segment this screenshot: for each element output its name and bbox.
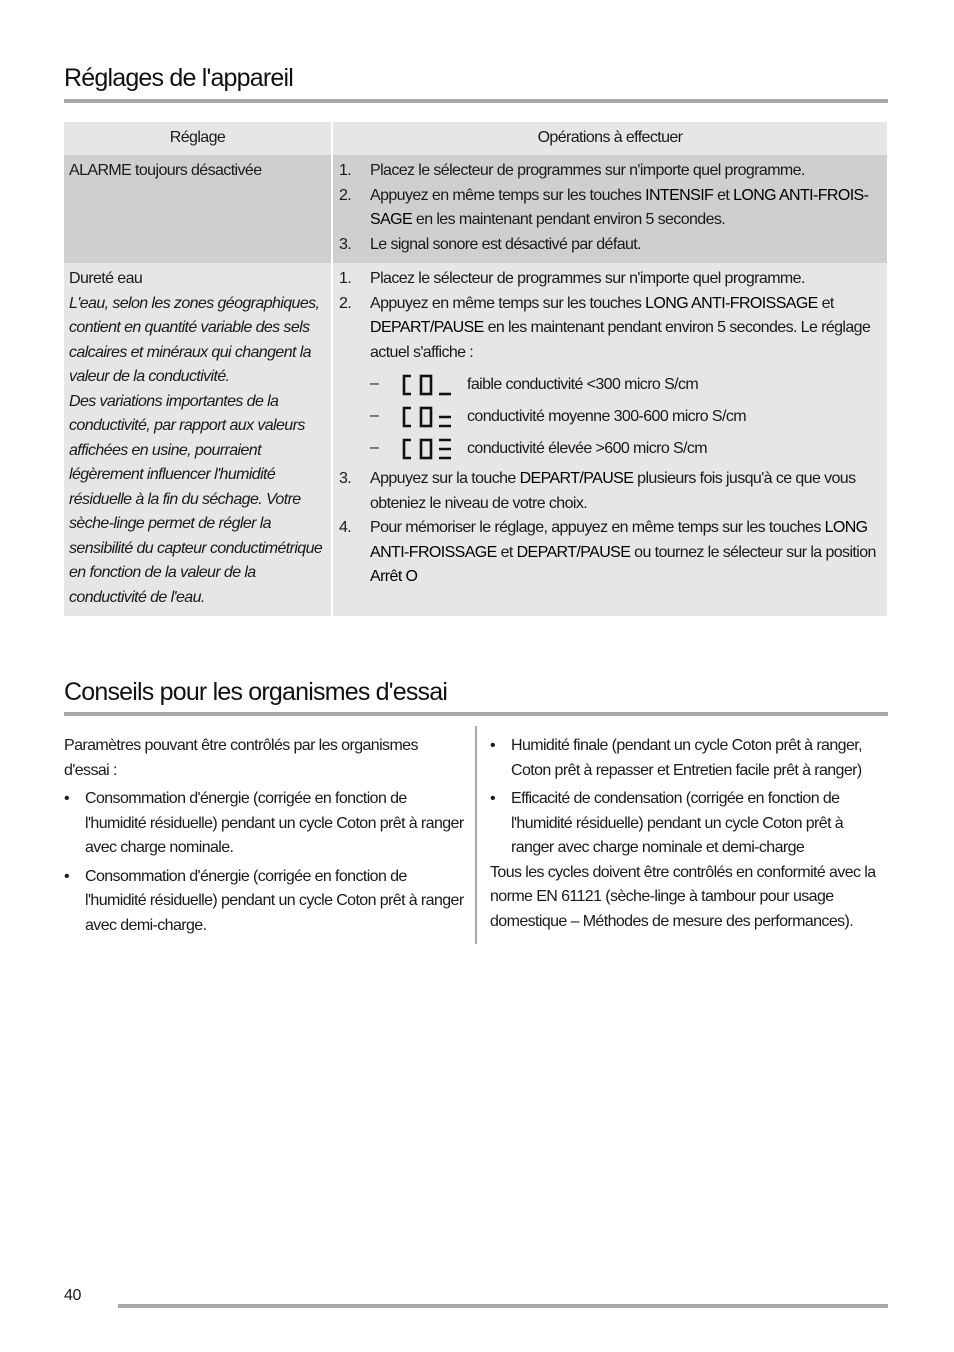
setting-description: L'eau, selon les zones géographiques, contient en quantité variable des sels calcaires et minéraux qui changent la valeur de la conductivité. — [69, 294, 320, 385]
list-item: 1. Placez le sélecteur de programmes sur n'importe quel programme. — [339, 270, 805, 287]
button-name: DEPART/PAUSE — [519, 470, 634, 487]
list-item: 4. Pour mémoriser le réglage, appuyez en même temps sur les touches LONG ANTI-FROISSAGE et DEPART/PAUSE ou tournez le sélecteur sur la position Arrêt O — [339, 519, 876, 585]
list-item: – faible conductivité <300 micro S/cm — [370, 369, 877, 401]
list-item: • Efficacité de condensation (corrigée en fonction de l'humidité résiduelle) pendant un cycle Coton prêt à ranger avec charge nominale et demi-charge — [490, 787, 888, 861]
intro-text: Paramètres pouvant être contrôlés par les organismes d'essai : — [64, 737, 418, 779]
operations-cell — [332, 263, 887, 616]
page-number: 40 — [64, 1287, 81, 1304]
lcd-co-medium-icon — [401, 405, 457, 429]
bullet-list — [490, 734, 888, 861]
list-item: 2. Appuyez en même temps sur les touches LONG ANTI-FROISSAGE et DEPART/PAUSE en les maintenant pendant environ 5 secondes. Le réglage actuel s'affiche : – faible conductivité <300 micro S/cm – conductivité moyenne 300-600 micro S/cm – conductivité élevée >600 micro S/cm — [339, 292, 877, 466]
table-row — [64, 263, 887, 616]
lcd-co-low-icon — [401, 373, 457, 397]
footer-rule — [118, 1304, 888, 1308]
left-column — [64, 734, 464, 942]
button-name: LONG ANTI-FROIS-SAGE — [370, 186, 869, 228]
table-row — [64, 155, 887, 263]
button-name: LONG ANTI-FROISSAGE — [645, 294, 818, 312]
setting-description: Des variations importantes de la conductivité, par rapport aux valeurs affichées en usine, pourraient légèrement influencer l'humidité résiduelle à la fin du séchage. Votre sèche-linge permet de régler la sensibilité du capteur conductimétrique en fonction de la valeur de la conductivité de l'eau. — [69, 392, 323, 606]
header-operations: Opérations à effectuer — [332, 122, 887, 155]
list-item: 2. Appuyez en même temps sur les touches INTENSIF et LONG ANTI-FROIS-SAGE en les maintenant pendant environ 5 secondes. — [339, 186, 869, 228]
section-title-testing: Conseils pour les organismes d'essai — [64, 678, 448, 706]
bullet-list — [64, 787, 464, 938]
conductivity-levels — [370, 369, 877, 465]
steps-list — [339, 267, 877, 590]
operations-cell — [332, 155, 887, 263]
list-item: 1. Placez le sélecteur de programmes sur n'importe quel programme. — [339, 162, 805, 179]
closing-text: Tous les cycles doivent être contrôlés en conformité avec la norme EN 61121 (sèche-linge à tambour pour usage domestique – Méthodes de mesure des performances). — [490, 863, 876, 930]
section-title-settings: Réglages de l'appareil — [64, 64, 294, 92]
right-column — [490, 734, 888, 934]
list-item: 3. Appuyez sur la touche DEPART/PAUSE plusieurs fois jusqu'à ce que vous obteniez le niveau de votre choix. — [339, 470, 856, 512]
steps-list — [339, 159, 877, 257]
list-item: • Consommation d'énergie (corrigée en fonction de l'humidité résiduelle) pendant un cycle Coton prêt à ranger avec charge nominale. — [64, 787, 464, 861]
button-name: INTENSIF — [645, 186, 714, 204]
list-item: • Consommation d'énergie (corrigée en fonction de l'humidité résiduelle) pendant un cycle Coton prêt à ranger avec demi-charge. — [64, 865, 464, 939]
setting-name: Dureté eau — [69, 270, 143, 287]
button-name: DEPART/PAUSE — [516, 543, 631, 561]
list-item: – conductivité élevée >600 micro S/cm — [370, 433, 877, 465]
title-rule — [64, 712, 888, 716]
title-rule — [64, 99, 888, 103]
settings-table — [64, 122, 887, 616]
header-setting: Réglage — [64, 122, 332, 155]
lcd-co-high-icon — [401, 437, 457, 461]
table-header-row — [64, 122, 887, 155]
column-divider — [475, 726, 477, 944]
setting-name: ALARME toujours désactivée — [64, 155, 332, 263]
list-item: – conductivité moyenne 300-600 micro S/cm — [370, 401, 877, 433]
testing-columns — [64, 734, 888, 944]
setting-cell — [64, 263, 332, 616]
button-name: LONG ANTI-FROISSAGE — [370, 519, 868, 561]
button-name: DEPART/PAUSE — [370, 319, 484, 336]
list-item: • Humidité finale (pendant un cycle Coton prêt à ranger, Coton prêt à repasser et Entretien facile prêt à ranger) — [490, 734, 888, 783]
button-name: Arrêt O — [370, 568, 418, 585]
list-item: 3. Le signal sonore est désactivé par défaut. — [339, 235, 641, 253]
